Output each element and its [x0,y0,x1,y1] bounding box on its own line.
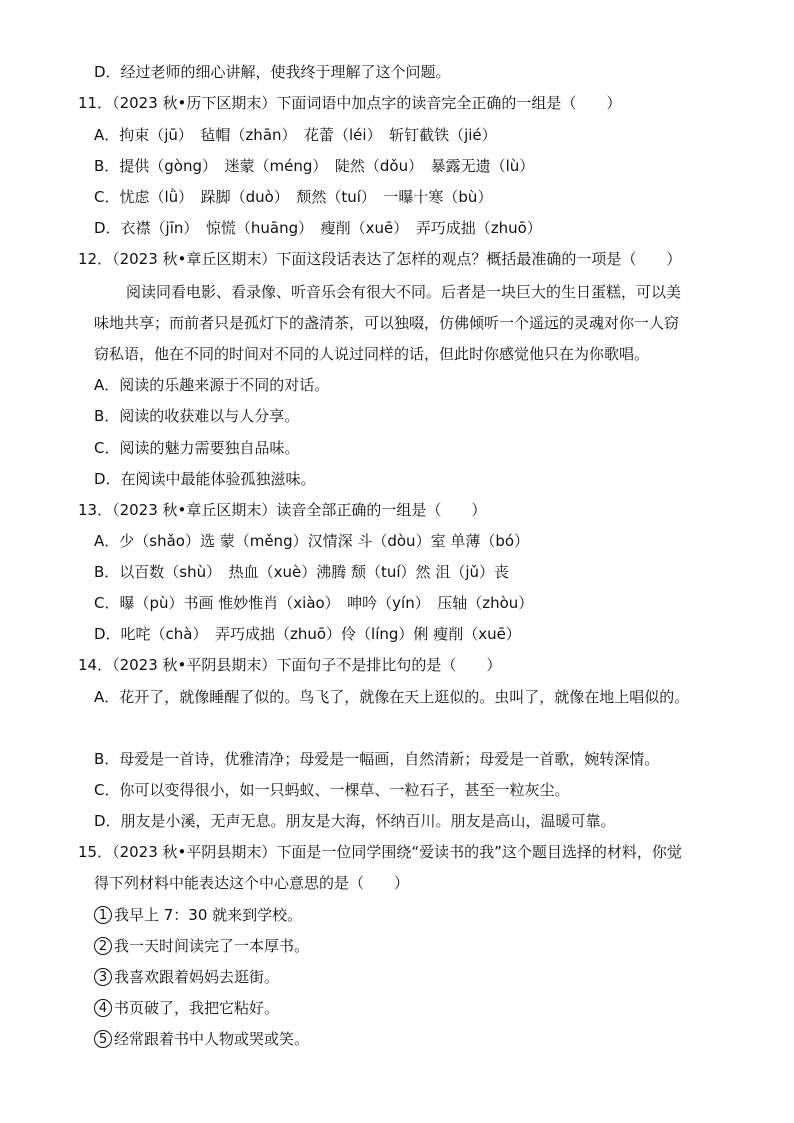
q12-option-c: C．阅读的魅力需要独自品味。 [94,439,300,457]
question-15-line-2: 得下列材料中能表达这个中心意思的是（ ） [94,874,410,892]
q15-item-text: 我喜欢跟着妈妈去逛街。 [114,968,280,986]
q13-option-b: B．以百数（shù） 热血（xuè）沸腾 颓（tuí）然 沮（jǔ）丧 [94,563,509,581]
q12-option-a: A．阅读的乐趣来源于不同的对话。 [94,376,330,394]
q14-option-a: A．花开了，就像睡醒了似的。鸟飞了，就像在天上逛似的。虫叫了，就像在地上唱似的。 [94,688,690,706]
q15-item-text: 我早上 7：30 就来到学校。 [114,906,303,924]
question-11: 11．（2023 秋•历下区期末）下面词语中加点字的读音完全正确的一组是（ ） [78,94,622,112]
q15-item-text: 经常跟着书中人物或哭或笑。 [114,1030,310,1048]
q15-item-5 [94,1028,309,1050]
q13-option-d: D．叱咤（chà） 弄巧成拙（zhuō）伶（líng）俐 瘦削（xuē） [94,625,521,643]
question-15-line-1: 15．（2023 秋•平阴县期末）下面是一位同学围绕“爱读书的我”这个题目选择的材料，你觉 [78,843,682,861]
q14-option-d: D．朋友是小溪，无声无息。朋友是大海，怀纳百川。朋友是高山，温暖可靠。 [94,812,616,830]
q11-option-c: C．忧虑（lǜ） 跺脚（duò） 颓然（tuí） 一曝十寒（bù） [94,188,493,206]
q12-passage-line-2: 味地共享；而前者只是孤灯下的盏清茶，可以独啜，仿佛倾听一个遥远的灵魂对你一人窃 [94,314,680,332]
q12-passage-line-1: 阅读同看电影、看录像、听音乐会有很大不同。后者是一块巨大的生日蛋糕，可以美 [126,283,682,301]
q15-item-2 [94,935,309,957]
q12-option-d: D．在阅读中最能体验孤独滋味。 [94,470,316,488]
question-13: 13．（2023 秋•章丘区期末）读音全部正确的一组是（ ） [78,501,487,519]
q15-item-text: 书页破了，我把它粘好。 [114,999,280,1017]
q12-passage-line-3: 窃私语，他在不同的时间对不同的人说过同样的话，但此时你感觉他只在为你歌唱。 [94,345,650,363]
q10-option-d: D．经过老师的细心讲解，使我终于理解了这个问题。 [94,63,451,81]
q12-option-b: B．阅读的收获难以与人分享。 [94,407,300,425]
q15-item-4 [94,997,279,1019]
q13-option-c: C．曝（pù）书画 惟妙惟肖（xiào） 呻吟（yín） 压轴（zhòu） [94,594,534,612]
q15-item-3 [94,966,279,988]
q14-option-b: B．母爱是一首诗，优雅清净；母爱是一幅画，自然清新；母爱是一首歌，婉转深情。 [94,750,660,768]
q15-item-text: 我一天时间读完了一本厚书。 [114,937,310,955]
q15-item-1 [94,904,302,926]
circled-number-4: 4 [94,999,112,1017]
q14-option-c: C．你可以变得很小，如一只蚂蚁、一棵草、一粒石子，甚至一粒灰尘。 [94,781,570,799]
circled-number-3: 3 [94,968,112,986]
circled-number-5: 5 [94,1030,112,1048]
q11-option-a: A．拘束（jū） 毡帽（zhān） 花蕾（léi） 斩钉截铁（jié） [94,126,497,144]
circled-number-2: 2 [94,937,112,955]
q11-option-b: B．提供（gòng） 迷蒙（méng） 陡然（dǒu） 暴露无遗（lù） [94,157,535,175]
question-14: 14．（2023 秋•平阴县期末）下面句子不是排比句的是（ ） [78,656,502,674]
q13-option-a: A．少（shǎo）选 蒙（měng）汉情深 斗（dòu）室 单薄（bó） [94,532,530,550]
circled-number-1: 1 [94,906,112,924]
q11-option-d: D．衣襟（jīn） 惊慌（huāng） 瘦削（xuē） 弄巧成拙（zhuō） [94,219,542,237]
question-12: 12．（2023 秋•章丘区期末）下面这段话表达了怎样的观点？概括最准确的一项是（ ） [78,250,682,268]
